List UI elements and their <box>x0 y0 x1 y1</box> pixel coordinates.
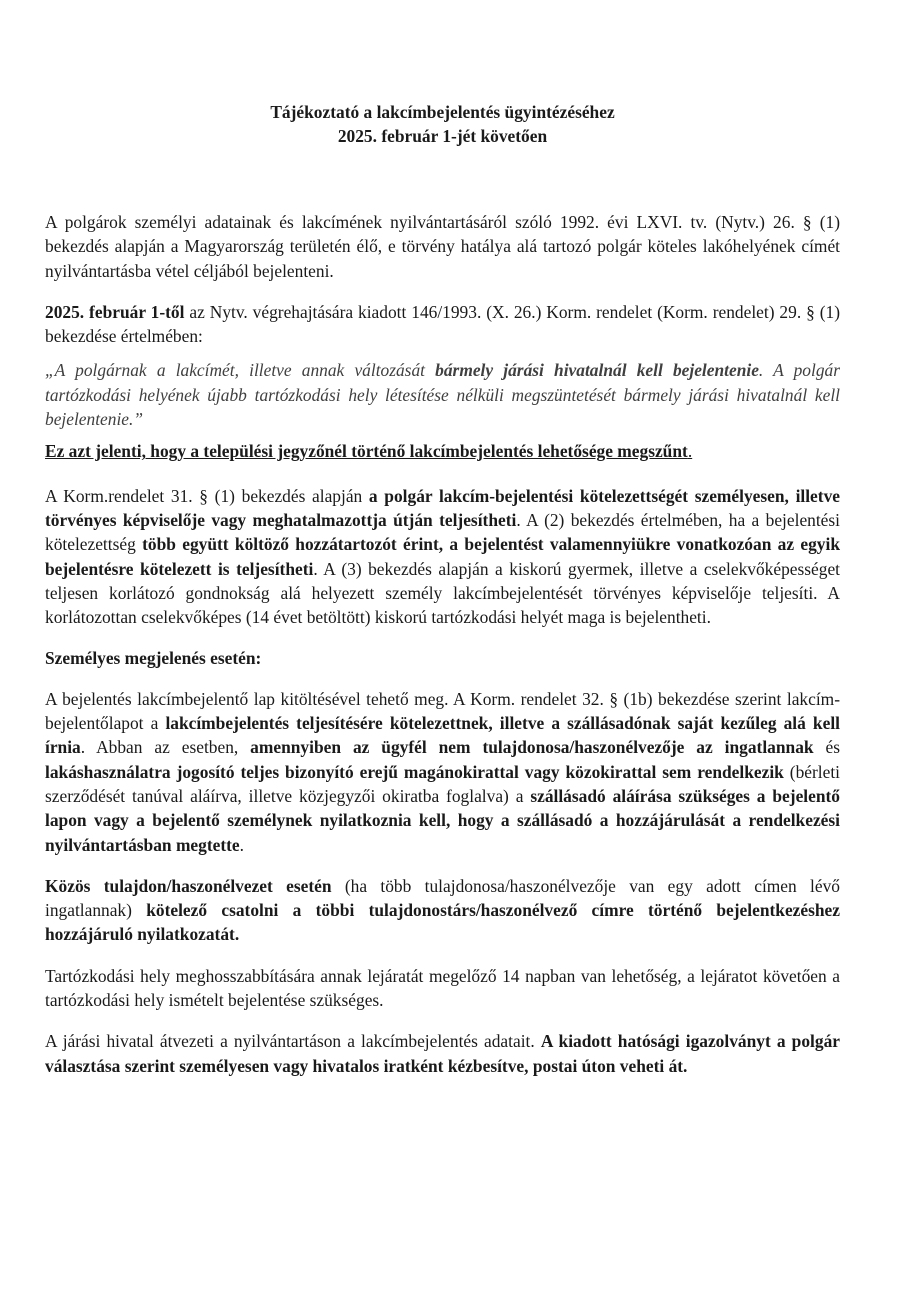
rep-text-1: A Korm.rendelet 31. § (1) bekezdés alapján <box>45 485 369 506</box>
ip-bold-3: lakáshasználatra jogosító teljes bizonyító erejű magánokirattal vagy közokirattal sem rendelkezik <box>45 761 784 782</box>
date-paragraph <box>45 300 840 349</box>
representation-paragraph <box>45 484 840 630</box>
ip-text-1: A bejelentés lakcímbejelentő lap kitöltésével tehető meg. A Korm. rendelet 32. § (1b) bekezdése szerint lakcím-bejelentőlapot a <box>45 688 840 734</box>
jo-bold-1: Közös tulajdon/haszonélvezet esetén <box>45 875 332 896</box>
quote-emphasis: bármely járási hivatalnál kell bejelentenie <box>435 360 759 381</box>
in-person-paragraph <box>45 687 840 857</box>
rep-text-2: . A (2) bekezdés értelmében, ha a bejelentési kötelezettség <box>45 509 841 555</box>
ip-bold-4: szállásadó aláírása szükséges a bejelentő lapon vagy a bejelentő személynek nyilatkoznia kell, hogy a szállásadó a hozzájárulását a rendelkezési nyilvántartásban megtette <box>45 785 840 855</box>
cert-text-1: A járási hivatal átvezeti a nyilvántartáson a lakcímbejelentés adatait. <box>45 1031 541 1052</box>
joint-ownership-paragraph <box>45 874 840 947</box>
quote-text-1: „A polgárnak a lakcímét, illetve annak változását <box>45 360 436 381</box>
cert-bold-1: A kiadott hatósági igazolványt a polgár választása szerint személyesen vagy hivatalos iratként kézbesítve, postai úton veheti át. <box>45 1031 840 1076</box>
section-heading: Személyes megjelenés esetén: <box>45 648 262 669</box>
rep-bold-1: a polgár lakcím-bejelentési kötelezettségét személyesen, illetve törvényes képviselője vagy meghatalmazottja útján teljesítheti <box>45 485 840 530</box>
key-notice-period: . <box>687 441 693 462</box>
key-notice-text: Ez azt jelenti, hogy a települési jegyzőnél történő lakcímbejelentés lehetősége megszűnt <box>45 441 688 462</box>
ip-text-5: . <box>239 834 245 855</box>
ip-bold-1: lakcímbejelentés teljesítésére kötelezettnek, illetve a szállásadónak saját kezűleg alá kell írnia <box>45 713 840 758</box>
date-paragraph-text: az Nytv. végrehajtására kiadott 146/1993. (X. 26.) Korm. rendelet (Korm. rendelet) 29. § (1) bekezdése értelmében: <box>45 301 840 347</box>
quote-text-2: . A polgár tartózkodási helyének újabb tartózkodási hely létesítése nélküli megszüntetését bármely járási hivatalnál kell bejelentenie.” <box>45 360 840 430</box>
regulation-quote <box>45 358 840 431</box>
document-title <box>45 100 840 148</box>
jo-text-1: (ha több tulajdonosa/haszonélvezője van egy adott címen lévő ingatlannak) <box>45 875 840 921</box>
rep-bold-2: több együtt költöző hozzátartozót érint, a bejelentést valamennyiükre vonatkozóan az egyik bejelentésre kötelezett is teljesítheti <box>45 534 841 579</box>
ip-text-3: és <box>813 737 840 758</box>
certificate-paragraph <box>45 1029 840 1078</box>
ip-text-2: . Abban az esetben, <box>80 737 251 758</box>
ip-text-4: (bérleti szerződését tanúval aláírva, illetve közjegyzői okiratba foglalva) a <box>45 761 840 806</box>
extension-paragraph: Tartózkodási hely meghosszabbítására annak lejáratát megelőző 14 napban van lehetőség, a lejáratot követően a tartózkodási hely ismételt bejelentése szükséges. <box>45 965 840 1011</box>
title-line-2: 2025. február 1-jét követően <box>337 126 548 146</box>
intro-paragraph: A polgárok személyi adatainak és lakcímének nyilvántartásáról szóló 1992. évi LXVI. tv. (Nytv.) 26. § (1) bekezdés alapján a Magyarország területén élő, e törvény hatálya alá tartozó polgár köteles lakóhelyének címét nyilvántartásba vétel céljából bejelenteni. <box>45 212 840 281</box>
key-notice <box>45 439 840 463</box>
rep-text-3: . A (3) bekezdés alapján a kiskorú gyermek, illetve a cselekvőképességet teljesen korlátozó gondnokság alá helyezett személy lakcímbejelentését törvényes képviselője teljesíti. A korlátozottan cselekvőképes (14 évet betöltött) kiskorú tartózkodási helyét maga is bejelentheti. <box>45 558 841 628</box>
ip-bold-2: amennyiben az ügyfél nem tulajdonosa/haszonélvezője az ingatlannak <box>250 737 814 758</box>
jo-bold-2: kötelező csatolni a többi tulajdonostárs/haszonélvező címre történő bejelentkezéshez hozzájáruló nyilatkozatát. <box>45 900 840 945</box>
effective-date: 2025. február 1-től <box>45 301 185 322</box>
title-line-1: Tájékoztató a lakcímbejelentés ügyintézéséhez <box>270 102 615 122</box>
